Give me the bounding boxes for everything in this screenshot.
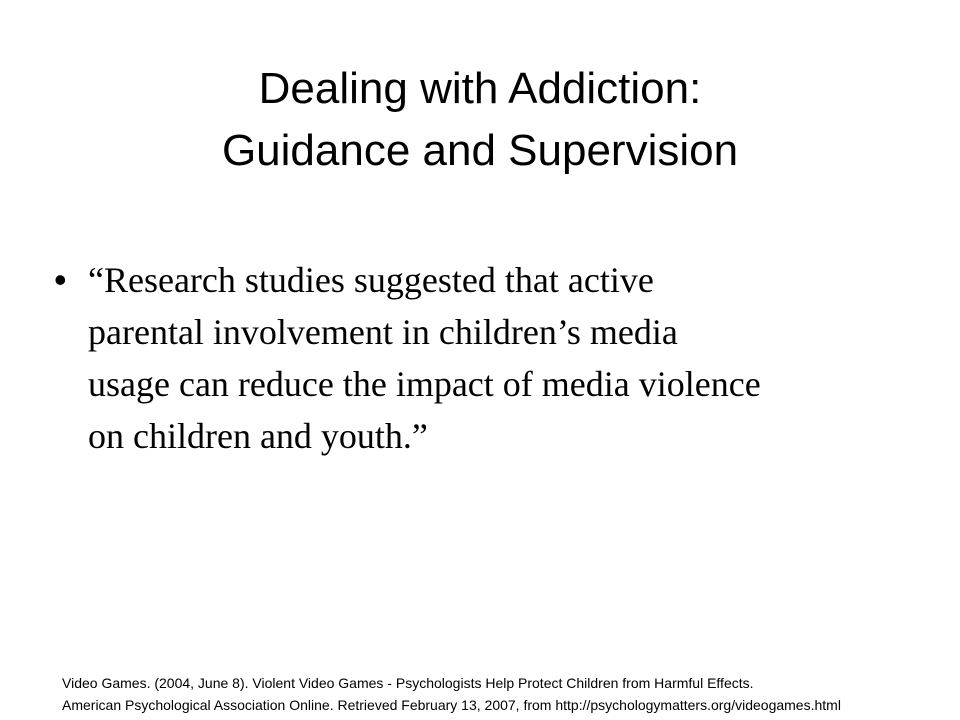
- bullet-quote-line-3: usage can reduce the impact of media violence: [88, 364, 761, 404]
- citation-line-1: Video Games. (2004, June 8). Violent Video Games - Psychologists Help Protect Children from Harmful Effects.: [62, 675, 754, 691]
- citation-line-2: American Psychological Association Online. Retrieved February 13, 2007, from http://psychologymatters.org/videogames.html: [62, 697, 841, 713]
- bullet-quote-text: [88, 254, 761, 462]
- bullet-quote-line-1: “Research studies suggested that active: [88, 260, 654, 300]
- citation: [62, 672, 841, 716]
- slide-title: [0, 58, 960, 182]
- bullet-quote-line-2: parental involvement in children’s media: [88, 312, 678, 352]
- slide-title-line-2: Guidance and Supervision: [221, 126, 739, 175]
- slide-title-line-1: Dealing with Addiction:: [258, 64, 702, 113]
- bullet-quote-line-4: on children and youth.”: [88, 416, 428, 456]
- bullet-icon: •: [54, 259, 67, 300]
